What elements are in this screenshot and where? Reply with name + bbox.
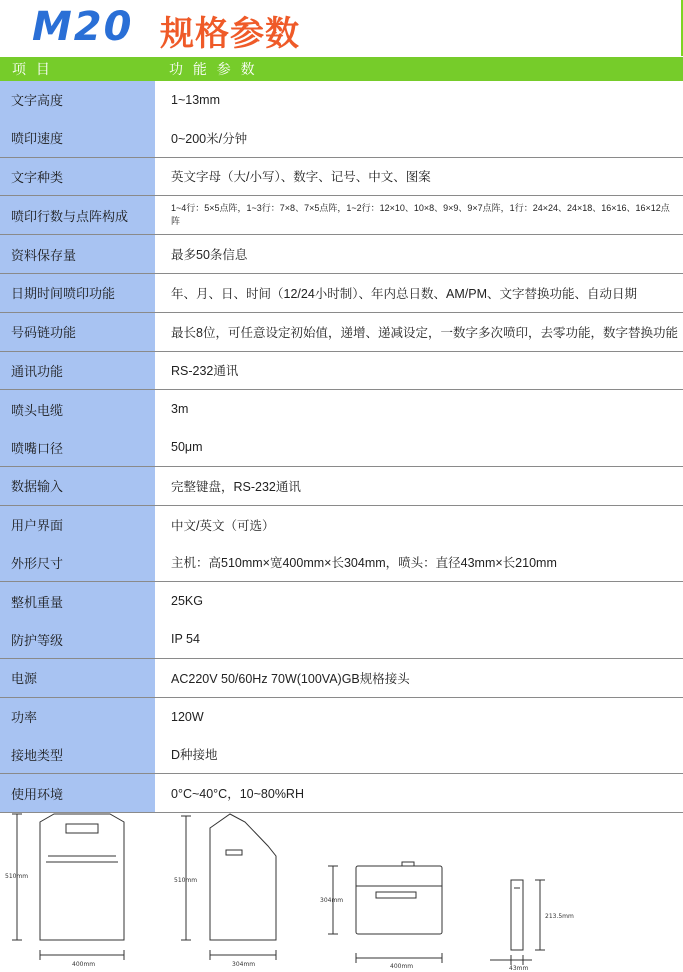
table-body xyxy=(0,81,683,813)
spec-label-cell xyxy=(0,698,155,774)
spec-item-value: 中文/英文（可选） xyxy=(171,518,275,533)
spec-group xyxy=(0,274,683,313)
column-header-function: 功 能 参 数 xyxy=(169,61,258,77)
spec-label-cell xyxy=(0,659,155,697)
spec-item-label: 资料保存量 xyxy=(11,247,77,263)
spec-item-value: 1~4行：5×5点阵，1~3行：7×8、7×5点阵，1~2行：12×10、10×8、9×9、9×7点阵，1行：24×24、24×18、16×16、16×12点阵 xyxy=(171,203,670,227)
spec-item-label: 整机重量 xyxy=(11,594,64,610)
drawings-svg xyxy=(0,808,683,972)
spec-group xyxy=(0,467,683,506)
spec-group xyxy=(0,158,683,197)
spec-item-value: 1~13mm xyxy=(171,92,220,107)
head-length-label: 213.5mm xyxy=(545,913,574,920)
spec-label-cell xyxy=(0,235,155,273)
spec-item-label: 日期时间喷印功能 xyxy=(11,286,116,302)
head-diameter-label: 43mm xyxy=(509,965,529,972)
spec-value-cell xyxy=(155,352,683,390)
spec-value-cell xyxy=(155,506,683,582)
spec-value-cell xyxy=(155,390,683,466)
spec-item-label: 防护等级 xyxy=(11,632,64,648)
spec-item-label: 用户界面 xyxy=(11,518,64,534)
spec-label-cell xyxy=(0,274,155,312)
spec-label-cell xyxy=(0,196,155,234)
spec-label-cell xyxy=(0,582,155,658)
spec-group xyxy=(0,235,683,274)
spec-value-cell xyxy=(155,81,683,157)
spec-item-label: 喷头电缆 xyxy=(11,402,64,418)
spec-group xyxy=(0,582,683,659)
spec-item-value: D种接地 xyxy=(171,748,218,763)
spec-item-label: 喷印速度 xyxy=(11,131,64,147)
spec-item-value: 英文字母（大/小写）、数字、记号、中文、图案 xyxy=(171,170,431,185)
front-height-label: 510mm xyxy=(5,873,29,880)
column-header-item: 项 目 xyxy=(12,61,53,77)
spec-group xyxy=(0,313,683,352)
spec-item-value: 0°C~40°C，10~80%RH xyxy=(171,787,304,802)
spec-item-value: 3m xyxy=(171,402,189,417)
spec-label-cell xyxy=(0,774,155,812)
page-title: 规格参数 xyxy=(160,14,300,54)
spec-item-label: 文字高度 xyxy=(11,93,64,109)
spec-value-cell xyxy=(155,659,683,697)
title-bar xyxy=(0,0,683,56)
spec-group xyxy=(0,196,683,235)
model-title: M20 xyxy=(32,4,134,50)
spec-item-value: 年、月、日、时间（12/24小时制）、年内总日数、AM/PM、文字替换功能、自动日期 xyxy=(171,286,638,301)
top-view-drawing xyxy=(328,862,442,963)
spec-label-cell xyxy=(0,158,155,196)
front-view-drawing xyxy=(12,814,124,960)
spec-label-cell xyxy=(0,506,155,582)
spec-value-cell xyxy=(155,274,683,312)
spec-group xyxy=(0,81,683,158)
top-height-label: 304mm xyxy=(320,897,344,904)
spec-item-value: 完整键盘，RS-232通讯 xyxy=(171,479,301,494)
spec-item-label: 喷印行数与点阵构成 xyxy=(11,208,129,224)
spec-value-cell xyxy=(155,313,683,351)
spec-item-label: 文字种类 xyxy=(11,169,64,185)
spec-item-label: 号码链功能 xyxy=(11,325,77,341)
spec-value-cell xyxy=(155,698,683,774)
spec-item-label: 喷嘴口径 xyxy=(11,440,64,456)
spec-item-value: RS-232通讯 xyxy=(171,364,239,379)
print-head-drawing xyxy=(490,880,545,965)
spec-item-value: 最长8位，可任意设定初始值，递增、递减设定，一数字多次喷印，去零功能，数字替换功能 xyxy=(171,325,678,340)
spec-item-label: 使用环境 xyxy=(11,786,64,802)
spec-value-cell xyxy=(155,467,683,505)
spec-item-label: 功率 xyxy=(11,710,38,726)
spec-group xyxy=(0,506,683,583)
spec-group xyxy=(0,390,683,467)
spec-group xyxy=(0,698,683,775)
spec-value-cell xyxy=(155,774,683,812)
spec-item-value: IP 54 xyxy=(171,632,200,647)
spec-item-value: 最多50条信息 xyxy=(171,248,248,263)
dimension-drawings xyxy=(0,808,683,972)
spec-label-cell xyxy=(0,352,155,390)
side-view-drawing xyxy=(181,814,276,960)
spec-value-cell xyxy=(155,196,683,234)
spec-value-cell xyxy=(155,582,683,658)
spec-item-label: 数据输入 xyxy=(11,479,64,495)
spec-item-value: 0~200米/分钟 xyxy=(171,131,248,146)
spec-label-cell xyxy=(0,390,155,466)
spec-group xyxy=(0,659,683,698)
spec-item-value: 25KG xyxy=(171,594,203,609)
side-width-label: 304mm xyxy=(232,961,256,968)
top-width-label: 400mm xyxy=(390,963,414,970)
spec-label-cell xyxy=(0,81,155,157)
spec-item-label: 接地类型 xyxy=(11,747,64,763)
spec-item-value: 主机：高510mm×宽400mm×长304mm，喷头：直径43mm×长210mm xyxy=(171,556,557,571)
spec-value-cell xyxy=(155,235,683,273)
spec-label-cell xyxy=(0,467,155,505)
spec-item-label: 电源 xyxy=(11,671,38,687)
spec-item-value: 50μm xyxy=(171,440,203,455)
table-header xyxy=(0,57,683,81)
spec-item-value: AC220V 50/60Hz 70W(100VA)GB规格接头 xyxy=(171,671,410,686)
spec-group xyxy=(0,352,683,391)
side-height-label: 510mm xyxy=(174,877,198,884)
spec-table xyxy=(0,57,683,813)
spec-item-value: 120W xyxy=(171,709,204,724)
front-width-label: 400mm xyxy=(72,961,96,968)
spec-item-label: 通讯功能 xyxy=(11,363,64,379)
spec-label-cell xyxy=(0,313,155,351)
spec-item-label: 外形尺寸 xyxy=(11,555,64,571)
spec-value-cell xyxy=(155,158,683,196)
